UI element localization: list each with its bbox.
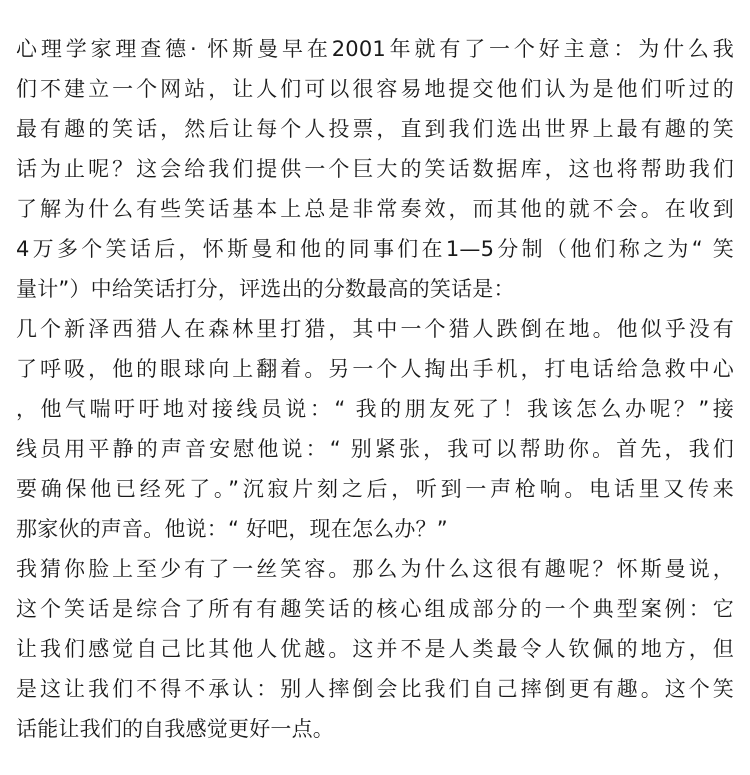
text-line: 最有趣的笑话，然后让每个人投票，直到我们选出世界上最有趣的笑 — [16, 117, 734, 141]
paragraph-joke — [16, 309, 734, 549]
text-line: 那家伙的声音。他说：“ 好吧，现在怎么办？” — [16, 517, 448, 541]
text-line: 几个新泽西猎人在森林里打猎，其中一个猎人跌倒在地。他似乎没有 — [16, 317, 734, 341]
text-line: 话能让我们的自我感觉更好一点。 — [16, 717, 334, 741]
article-body — [16, 29, 734, 749]
text-line: 让我们感觉自己比其他人优越。这并不是人类最令人钦佩的地方，但 — [16, 637, 734, 661]
text-line: 4万多个笑话后，怀斯曼和他的同事们在1—5分制（他们称之为“ 笑 — [16, 237, 734, 261]
paragraph-analysis — [16, 549, 734, 749]
text-line: 线员用平静的声音安慰他说：“ 别紧张，我可以帮助你。首先，我们 — [16, 437, 734, 461]
text-line: 们不建立一个网站，让人们可以很容易地提交他们认为是他们听过的 — [16, 77, 734, 101]
text-line: 是这让我们不得不承认：别人摔倒会比我们自己摔倒更有趣。这个笑 — [16, 677, 734, 701]
text-line: 话为止呢？这会给我们提供一个巨大的笑话数据库，这也将帮助我们 — [16, 157, 734, 181]
text-line: ，他气喘吁吁地对接线员说：“ 我的朋友死了！我该怎么办呢？”接 — [16, 397, 734, 421]
text-line: 量计”）中给笑话打分，评选出的分数最高的笑话是： — [16, 277, 515, 301]
text-line: 要确保他已经死了。”沉寂片刻之后，听到一声枪响。电话里又传来 — [16, 477, 734, 501]
paragraph-intro — [16, 29, 734, 309]
text-line: 我猜你脸上至少有了一丝笑容。那么为什么这很有趣呢？怀斯曼说， — [16, 557, 734, 581]
text-line: 心理学家理查德· 怀斯曼早在2001年就有了一个好主意：为什么我 — [16, 37, 734, 61]
text-line: 了解为什么有些笑话基本上总是非常奏效，而其他的就不会。在收到 — [16, 197, 734, 221]
text-line: 这个笑话是综合了所有有趣笑话的核心组成部分的一个典型案例：它 — [16, 597, 734, 621]
text-line: 了呼吸，他的眼球向上翻着。另一个人掏出手机，打电话给急救中心 — [16, 357, 734, 381]
